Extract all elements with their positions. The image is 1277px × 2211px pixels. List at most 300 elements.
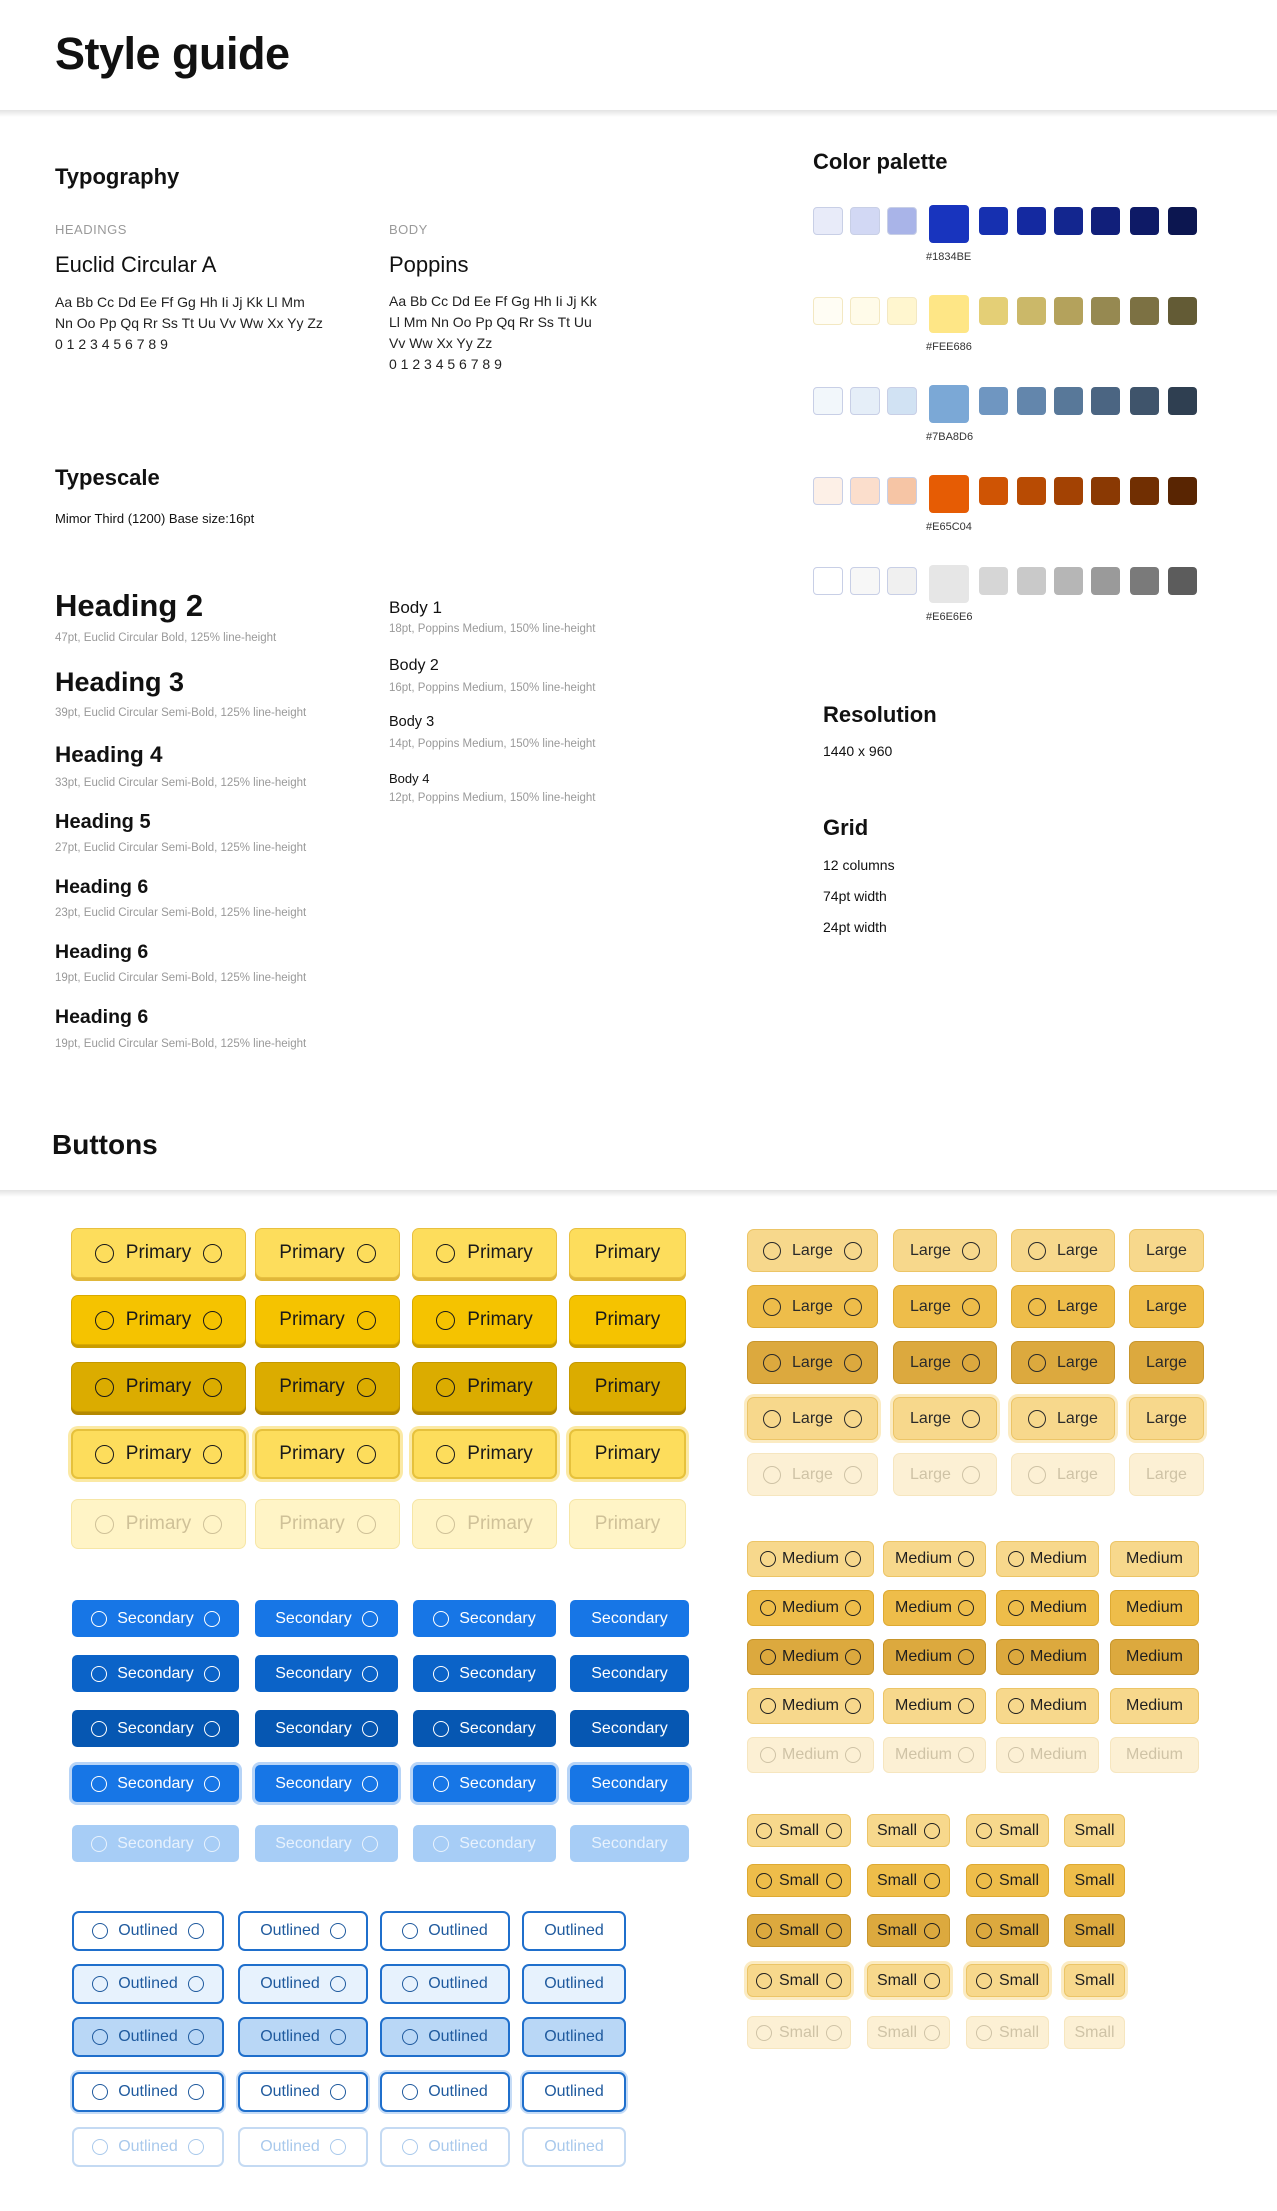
primary-button[interactable] (255, 1228, 400, 1278)
radio-circle-icon (763, 1354, 781, 1372)
radio-circle-icon (188, 2084, 204, 2100)
primary-button-label: Primary (594, 1309, 661, 1330)
outlined-button[interactable] (238, 2072, 368, 2112)
glyph-line: 0 1 2 3 4 5 6 7 8 9 (389, 356, 502, 372)
large-button[interactable] (1129, 1285, 1204, 1328)
color-hex-label: #1834BE (926, 251, 972, 263)
small-button[interactable] (1064, 1864, 1125, 1897)
small-button[interactable] (747, 1964, 851, 1997)
large-button[interactable] (747, 1453, 878, 1496)
typescale-body-name: Body 4 (389, 771, 430, 786)
small-button-label: Small (778, 1821, 819, 1839)
radio-circle-icon (844, 1410, 862, 1428)
radio-circle-icon (436, 1445, 455, 1464)
typescale-heading-meta: 39pt, Euclid Circular Semi-Bold, 125% line-height (55, 707, 307, 719)
radio-circle-icon (203, 1244, 222, 1263)
primary-button[interactable] (412, 1499, 557, 1549)
medium-button-label: Medium (895, 1746, 952, 1763)
primary-button[interactable] (569, 1295, 686, 1345)
radio-circle-icon (330, 2029, 346, 2045)
small-button[interactable] (867, 1914, 950, 1947)
large-button[interactable] (1011, 1341, 1115, 1384)
small-button-label: Small (876, 1921, 917, 1939)
medium-button[interactable] (1110, 1590, 1199, 1626)
primary-button-label: Primary (594, 1376, 661, 1397)
small-button[interactable] (1064, 1964, 1125, 1997)
radio-circle-icon (362, 1836, 378, 1852)
color-swatch (929, 385, 969, 423)
primary-button-label: Primary (125, 1309, 192, 1330)
primary-button-label: Primary (467, 1513, 533, 1534)
radio-circle-icon (763, 1466, 781, 1484)
large-button-label: Large (1146, 1297, 1187, 1315)
secondary-button[interactable] (570, 1825, 689, 1862)
radio-circle-icon (91, 1776, 107, 1792)
medium-button-label: Medium (1030, 1697, 1087, 1714)
primary-button-label: Primary (594, 1242, 661, 1263)
large-button[interactable] (1129, 1229, 1204, 1272)
color-swatch (850, 207, 880, 235)
small-button-label: Small (876, 1971, 917, 1989)
outlined-button[interactable] (238, 1964, 368, 2004)
primary-button[interactable] (255, 1499, 400, 1549)
typescale-heading-name: Heading 5 (55, 811, 151, 833)
radio-circle-icon (756, 1873, 772, 1889)
secondary-button-label: Secondary (591, 1719, 668, 1737)
color-swatch (813, 297, 843, 325)
large-button-label: Large (1057, 1465, 1098, 1483)
radio-circle-icon (188, 2029, 204, 2045)
medium-button[interactable] (1110, 1688, 1199, 1724)
medium-button[interactable] (747, 1541, 874, 1577)
large-button-label: Large (1057, 1241, 1098, 1259)
outlined-button-label: Outlined (260, 1922, 320, 1939)
small-button[interactable] (867, 1964, 950, 1997)
small-button-label: Small (1074, 1871, 1115, 1889)
color-hex-label: #E6E6E6 (926, 611, 973, 623)
outlined-button-label: Outlined (118, 1975, 178, 1992)
outlined-button[interactable] (72, 2127, 224, 2167)
small-button[interactable] (966, 1864, 1049, 1897)
radio-circle-icon (330, 2084, 346, 2100)
color-swatch (979, 207, 1008, 235)
radio-circle-icon (1028, 1466, 1046, 1484)
color-swatch (813, 387, 843, 415)
large-button[interactable] (893, 1341, 997, 1384)
small-button[interactable] (966, 2016, 1049, 2049)
secondary-button-label: Secondary (117, 1774, 194, 1792)
primary-button[interactable] (255, 1429, 400, 1479)
large-button[interactable] (893, 1285, 997, 1328)
small-button[interactable] (966, 1814, 1049, 1847)
radio-circle-icon (362, 1721, 378, 1737)
glyph-line: Vv Ww Xx Yy Zz (389, 335, 493, 351)
outlined-button[interactable] (238, 2127, 368, 2167)
grid-column-width: 74pt width (823, 888, 887, 904)
typescale-heading-meta: 47pt, Euclid Circular Bold, 125% line-height (55, 632, 277, 644)
secondary-button-label: Secondary (591, 1774, 668, 1792)
radio-circle-icon (845, 1551, 861, 1567)
small-button[interactable] (1064, 1914, 1125, 1947)
color-swatch (1168, 207, 1197, 235)
radio-circle-icon (976, 1973, 992, 1989)
large-button[interactable] (1011, 1397, 1115, 1440)
color-swatch (929, 565, 969, 603)
radio-circle-icon (203, 1311, 222, 1330)
medium-button[interactable] (996, 1541, 1099, 1577)
resolution-title: Resolution (823, 702, 937, 727)
medium-button[interactable] (747, 1639, 874, 1675)
secondary-button-label: Secondary (459, 1834, 536, 1852)
secondary-button-label: Secondary (459, 1609, 536, 1627)
small-button[interactable] (747, 2016, 851, 2049)
radio-circle-icon (924, 1823, 940, 1839)
color-swatch (1130, 567, 1159, 595)
radio-circle-icon (330, 1923, 346, 1939)
outlined-button-label: Outlined (544, 2028, 604, 2045)
outlined-button-label: Outlined (118, 1922, 178, 1939)
medium-button[interactable] (1110, 1737, 1199, 1773)
typescale-heading-meta: 23pt, Euclid Circular Semi-Bold, 125% line-height (55, 907, 307, 919)
medium-button[interactable] (883, 1541, 986, 1577)
primary-button-label: Primary (125, 1513, 192, 1534)
primary-button[interactable] (255, 1362, 400, 1412)
radio-circle-icon (95, 1244, 114, 1263)
glyph-line: Aa Bb Cc Dd Ee Ff Gg Hh Ii Jj Kk Ll Mm (55, 294, 305, 310)
color-swatch (887, 477, 917, 505)
secondary-button[interactable] (72, 1600, 239, 1637)
secondary-button[interactable] (413, 1765, 556, 1802)
secondary-button[interactable] (413, 1600, 556, 1637)
small-button[interactable] (867, 2016, 950, 2049)
outlined-button-label: Outlined (260, 2028, 320, 2045)
color-swatch (1091, 207, 1120, 235)
radio-circle-icon (330, 1976, 346, 1992)
outlined-button[interactable] (522, 2127, 626, 2167)
radio-circle-icon (91, 1611, 107, 1627)
primary-button[interactable] (569, 1228, 686, 1278)
small-button[interactable] (867, 1814, 950, 1847)
large-button[interactable] (1129, 1341, 1204, 1384)
large-button[interactable] (747, 1341, 878, 1384)
primary-button-label: Primary (594, 1443, 661, 1464)
primary-button[interactable] (569, 1429, 686, 1479)
large-button[interactable] (747, 1397, 878, 1440)
radio-circle-icon (1028, 1354, 1046, 1372)
radio-circle-icon (204, 1666, 220, 1682)
large-button-label: Large (792, 1241, 833, 1259)
secondary-button[interactable] (570, 1655, 689, 1692)
color-swatch (1054, 477, 1083, 505)
medium-button-label: Medium (895, 1599, 952, 1616)
large-button-label: Large (1146, 1241, 1187, 1259)
medium-button[interactable] (996, 1688, 1099, 1724)
outlined-button[interactable] (238, 1911, 368, 1951)
radio-circle-icon (204, 1611, 220, 1627)
color-swatch (979, 387, 1008, 415)
small-button-label: Small (998, 1871, 1039, 1889)
small-button[interactable] (747, 1814, 851, 1847)
radio-circle-icon (1008, 1747, 1024, 1763)
color-hex-label: #FEE686 (926, 341, 972, 353)
primary-button[interactable] (71, 1295, 246, 1345)
secondary-button[interactable] (72, 1655, 239, 1692)
large-button-label: Large (910, 1353, 951, 1371)
large-button[interactable] (893, 1397, 997, 1440)
radio-circle-icon (976, 1923, 992, 1939)
small-button-label: Small (876, 1821, 917, 1839)
large-button[interactable] (1129, 1397, 1204, 1440)
small-button[interactable] (1064, 2016, 1125, 2049)
radio-circle-icon (357, 1445, 376, 1464)
radio-circle-icon (436, 1311, 455, 1330)
radio-circle-icon (402, 2029, 418, 2045)
secondary-button[interactable] (570, 1765, 689, 1802)
radio-circle-icon (204, 1721, 220, 1737)
color-swatch (887, 567, 917, 595)
primary-button-label: Primary (279, 1242, 345, 1263)
secondary-button-label: Secondary (117, 1609, 194, 1627)
large-button[interactable] (1011, 1285, 1115, 1328)
small-button[interactable] (867, 1864, 950, 1897)
radio-circle-icon (924, 1923, 940, 1939)
primary-button[interactable] (71, 1429, 246, 1479)
large-button[interactable] (1129, 1453, 1204, 1496)
outlined-button[interactable] (522, 1964, 626, 2004)
medium-button-label: Medium (1030, 1648, 1087, 1665)
radio-circle-icon (433, 1611, 449, 1627)
large-button-label: Large (792, 1353, 833, 1371)
color-swatch (850, 567, 880, 595)
radio-circle-icon (756, 2025, 772, 2041)
radio-circle-icon (402, 1923, 418, 1939)
secondary-button[interactable] (255, 1600, 398, 1637)
outlined-button-label: Outlined (428, 1922, 488, 1939)
outlined-button[interactable] (72, 2072, 224, 2112)
color-swatch (1130, 477, 1159, 505)
large-button-label: Large (910, 1241, 951, 1259)
radio-circle-icon (436, 1378, 455, 1397)
headings-caption: HEADINGS (55, 222, 127, 237)
secondary-button[interactable] (570, 1710, 689, 1747)
secondary-button[interactable] (72, 1710, 239, 1747)
secondary-button[interactable] (570, 1600, 689, 1637)
medium-button[interactable] (747, 1688, 874, 1724)
small-button-label: Small (1074, 2023, 1115, 2041)
typescale-heading-name: Heading 6 (55, 941, 149, 963)
typescale-heading-meta: 33pt, Euclid Circular Semi-Bold, 125% line-height (55, 777, 307, 789)
radio-circle-icon (95, 1378, 114, 1397)
primary-button[interactable] (71, 1362, 246, 1412)
typescale-body-meta: 18pt, Poppins Medium, 150% line-height (389, 623, 596, 635)
outlined-button[interactable] (72, 2017, 224, 2057)
color-swatch (1130, 387, 1159, 415)
large-button[interactable] (747, 1229, 878, 1272)
color-swatch (850, 387, 880, 415)
small-button[interactable] (966, 1964, 1049, 1997)
radio-circle-icon (976, 1823, 992, 1839)
glyph-line: Nn Oo Pp Qq Rr Ss Tt Uu Vv Ww Xx Yy Zz (55, 315, 323, 331)
large-button[interactable] (893, 1229, 997, 1272)
large-button-label: Large (792, 1465, 833, 1483)
radio-circle-icon (844, 1242, 862, 1260)
outlined-button-label: Outlined (544, 2083, 604, 2100)
secondary-button[interactable] (413, 1825, 556, 1862)
glyph-line: 0 1 2 3 4 5 6 7 8 9 (55, 336, 168, 352)
radio-circle-icon (203, 1515, 222, 1534)
outlined-button[interactable] (72, 1911, 224, 1951)
large-button[interactable] (1011, 1453, 1115, 1496)
color-swatch (929, 295, 969, 333)
outlined-button[interactable] (380, 2072, 510, 2112)
radio-circle-icon (91, 1836, 107, 1852)
radio-circle-icon (362, 1776, 378, 1792)
outlined-button[interactable] (522, 1911, 626, 1951)
radio-circle-icon (188, 1976, 204, 1992)
radio-circle-icon (204, 1776, 220, 1792)
large-button[interactable] (747, 1285, 878, 1328)
medium-button-label: Medium (1126, 1697, 1183, 1714)
medium-button-label: Medium (895, 1697, 952, 1714)
secondary-button[interactable] (72, 1825, 239, 1862)
large-button[interactable] (1011, 1229, 1115, 1272)
secondary-button-label: Secondary (117, 1664, 194, 1682)
medium-button[interactable] (883, 1639, 986, 1675)
secondary-button-label: Secondary (117, 1719, 194, 1737)
radio-circle-icon (976, 1873, 992, 1889)
primary-button-label: Primary (467, 1443, 533, 1464)
radio-circle-icon (1028, 1242, 1046, 1260)
radio-circle-icon (760, 1698, 776, 1714)
secondary-button[interactable] (255, 1825, 398, 1862)
outlined-button[interactable] (238, 2017, 368, 2057)
outlined-button[interactable] (380, 2127, 510, 2167)
outlined-button-label: Outlined (260, 2083, 320, 2100)
small-button-label: Small (778, 1971, 819, 1989)
secondary-button-label: Secondary (275, 1609, 352, 1627)
typescale-body-meta: 12pt, Poppins Medium, 150% line-height (389, 792, 596, 804)
outlined-button[interactable] (522, 2072, 626, 2112)
color-swatch (1091, 567, 1120, 595)
outlined-button[interactable] (72, 1964, 224, 2004)
medium-button-label: Medium (782, 1697, 839, 1714)
typescale-heading-meta: 27pt, Euclid Circular Semi-Bold, 125% line-height (55, 842, 307, 854)
color-swatch (1017, 387, 1046, 415)
outlined-button[interactable] (522, 2017, 626, 2057)
secondary-button[interactable] (255, 1655, 398, 1692)
medium-button[interactable] (1110, 1541, 1199, 1577)
headings-glyphs (55, 292, 323, 355)
outlined-button[interactable] (380, 2017, 510, 2057)
primary-button[interactable] (569, 1362, 686, 1412)
secondary-button-label: Secondary (591, 1834, 668, 1852)
radio-circle-icon (91, 1666, 107, 1682)
radio-circle-icon (826, 2025, 842, 2041)
medium-button[interactable] (1110, 1639, 1199, 1675)
radio-circle-icon (962, 1354, 980, 1372)
medium-button[interactable] (996, 1590, 1099, 1626)
medium-button-label: Medium (1030, 1550, 1087, 1567)
outlined-button-label: Outlined (544, 1922, 604, 1939)
large-button-label: Large (1146, 1465, 1187, 1483)
radio-circle-icon (357, 1244, 376, 1263)
primary-button-label: Primary (467, 1309, 533, 1330)
small-button[interactable] (747, 1914, 851, 1947)
medium-button[interactable] (883, 1590, 986, 1626)
secondary-button-label: Secondary (275, 1719, 352, 1737)
color-swatch (850, 477, 880, 505)
medium-button[interactable] (883, 1737, 986, 1773)
outlined-button[interactable] (380, 1964, 510, 2004)
color-swatch (1017, 567, 1046, 595)
small-button-label: Small (1074, 1971, 1115, 1989)
primary-button-label: Primary (467, 1376, 533, 1397)
outlined-button[interactable] (380, 1911, 510, 1951)
outlined-button-label: Outlined (428, 2028, 488, 2045)
medium-button-label: Medium (782, 1599, 839, 1616)
radio-circle-icon (958, 1649, 974, 1665)
primary-button[interactable] (412, 1295, 557, 1345)
color-palette-title: Color palette (813, 149, 948, 174)
secondary-button[interactable] (413, 1655, 556, 1692)
typescale-heading-name: Heading 6 (55, 876, 149, 898)
secondary-button[interactable] (255, 1765, 398, 1802)
outlined-button-label: Outlined (118, 2028, 178, 2045)
primary-button[interactable] (412, 1228, 557, 1278)
color-swatch (979, 567, 1008, 595)
resolution-value: 1440 x 960 (823, 743, 893, 759)
radio-circle-icon (436, 1244, 455, 1263)
medium-button[interactable] (883, 1688, 986, 1724)
primary-button[interactable] (412, 1429, 557, 1479)
radio-circle-icon (402, 2084, 418, 2100)
primary-button[interactable] (412, 1362, 557, 1412)
small-button[interactable] (747, 1864, 851, 1897)
primary-button[interactable] (569, 1499, 686, 1549)
large-button[interactable] (893, 1453, 997, 1496)
buttons-divider (0, 1190, 1277, 1197)
secondary-button[interactable] (255, 1710, 398, 1747)
medium-button[interactable] (747, 1737, 874, 1773)
medium-button[interactable] (996, 1639, 1099, 1675)
primary-button-label: Primary (279, 1513, 345, 1534)
radio-circle-icon (763, 1298, 781, 1316)
radio-circle-icon (204, 1836, 220, 1852)
small-button[interactable] (1064, 1814, 1125, 1847)
radio-circle-icon (433, 1666, 449, 1682)
primary-button[interactable] (71, 1499, 246, 1549)
radio-circle-icon (958, 1747, 974, 1763)
medium-button-label: Medium (782, 1648, 839, 1665)
secondary-button[interactable] (413, 1710, 556, 1747)
color-swatch (1054, 567, 1083, 595)
large-button-label: Large (910, 1465, 951, 1483)
medium-button[interactable] (747, 1590, 874, 1626)
header-divider (0, 110, 1277, 117)
medium-button[interactable] (996, 1737, 1099, 1773)
small-button-label: Small (998, 2023, 1039, 2041)
small-button[interactable] (966, 1914, 1049, 1947)
primary-button[interactable] (71, 1228, 246, 1278)
radio-circle-icon (844, 1354, 862, 1372)
color-swatch (979, 297, 1008, 325)
primary-button[interactable] (255, 1295, 400, 1345)
typescale-heading-name: Heading 2 (55, 588, 204, 623)
secondary-button[interactable] (72, 1765, 239, 1802)
medium-button-label: Medium (782, 1746, 839, 1763)
outlined-button-label: Outlined (260, 2138, 320, 2155)
radio-circle-icon (1008, 1649, 1024, 1665)
